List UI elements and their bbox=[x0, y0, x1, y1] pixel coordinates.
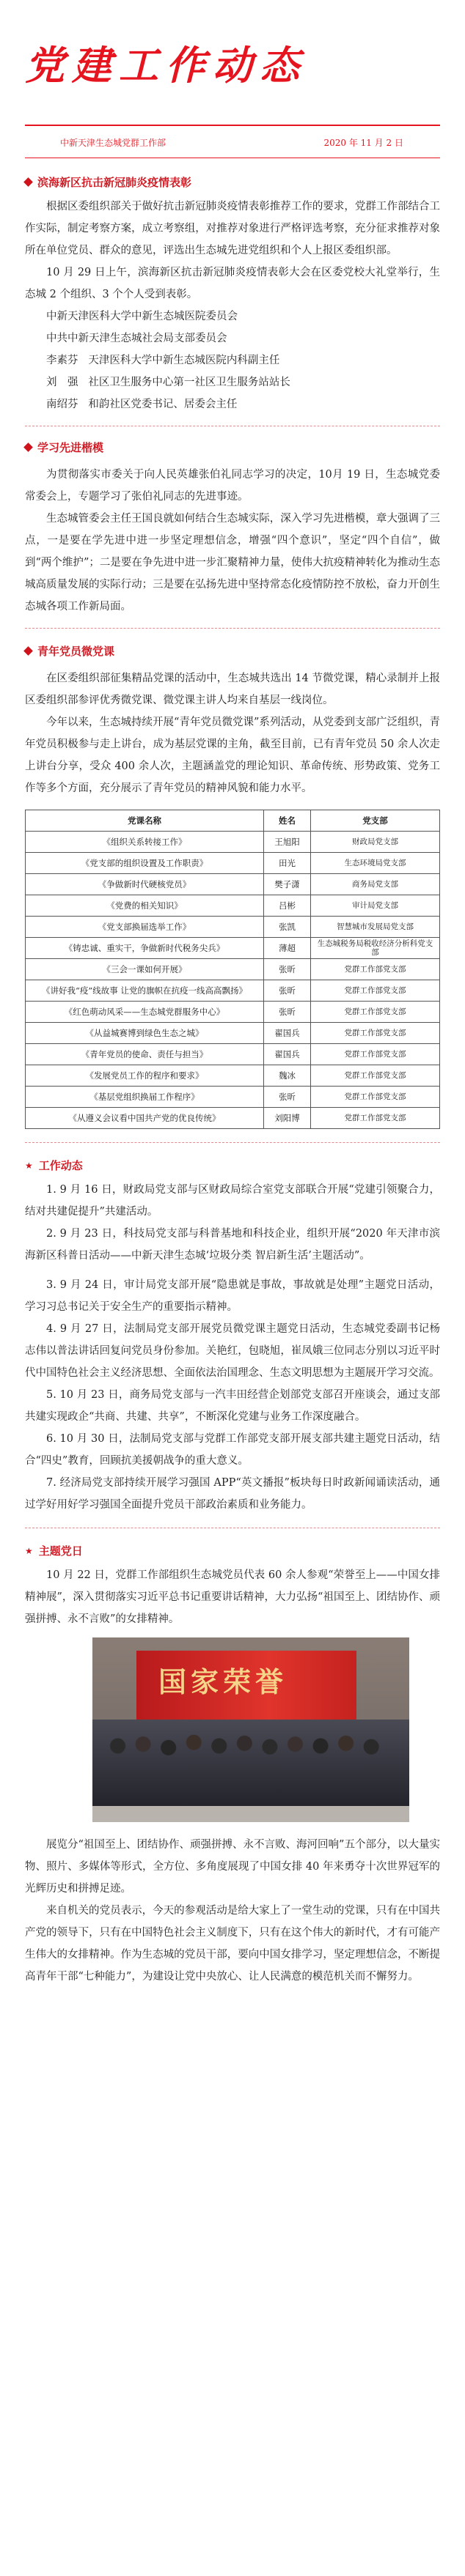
paragraph: 10 月 22 日，党群工作部组织生态城党员代表 60 余人参观“荣誉至上——中国女排精神展”，深入贯彻落实习近平总书记重要讲话精神，大力弘扬“祖国至上、团结协作、顽强拼搏、永不言败”的女排精神。 bbox=[25, 1569, 440, 1625]
speaker-cell: 樊子潇 bbox=[264, 874, 311, 895]
news-item: 6. 10 月 30 日，法制局党支部与党群工作部党支部开展支部共建主题党日活动，结合“四史”教育，回顾抗美援朝战争的重大意义。 bbox=[25, 1433, 440, 1467]
paragraph: 展览分“祖国至上、团结协作、顽强拼搏、永不言败、海河回响”五个部分，以大量实物、照片、多媒体等形式，全方位、多角度展现了中国女排 40 年来勇夺十次世界冠军的光辉历史和拼搏足迹。 bbox=[25, 1839, 440, 1895]
lecture-title-cell: 《三会一课如何开展》 bbox=[26, 959, 264, 980]
lecture-title-cell: 《基层党组织换届工作程序》 bbox=[26, 1087, 264, 1108]
news-item: 1. 9 月 16 日，财政局党支部与区财政局综合室党支部联合开展“党建引领聚合力，结对共建促提升”共建活动。 bbox=[25, 1184, 440, 1218]
table-body bbox=[26, 832, 440, 1129]
section-title: 工作动态 bbox=[38, 1159, 83, 1172]
table-row bbox=[26, 1023, 440, 1044]
diamond-bullet-icon bbox=[23, 443, 33, 452]
table-row bbox=[26, 959, 440, 980]
speaker-cell: 田光 bbox=[264, 853, 311, 874]
news-item: 4. 9 月 27 日，法制局党支部开展党员微党课主题党日活动，生态城党委副书记杨志伟以普法讲话回复问党员身份参加。关艳红，包晓旭，崔凤娥三位同志分别以习近平时代中国特色社会主义经济思想、全面依法治国理念、生态文明思想为主题展开学习交流。 bbox=[25, 1323, 440, 1379]
news-item: 5. 10 月 23 日，商务局党支部与一汽丰田经营企划部党支部召开座谈会，通过支部共建实现政企“共商、共建、共享”，不断深化党建与业务工作深度融合。 bbox=[25, 1389, 440, 1423]
speaker-cell: 吕彬 bbox=[264, 895, 311, 917]
masthead-org: 中新天津生态城党群工作部 bbox=[60, 138, 166, 148]
branch-cell: 党群工作部党支部 bbox=[311, 1108, 440, 1129]
lecture-title-cell: 《党费的相关知识》 bbox=[26, 895, 264, 917]
section-heading-work-news bbox=[25, 1158, 440, 1173]
table-row bbox=[26, 1087, 440, 1108]
speaker-cell: 翟国兵 bbox=[264, 1023, 311, 1044]
branch-cell: 商务局党支部 bbox=[311, 874, 440, 895]
lecture-title-cell: 《发展党员工作的程序和要求》 bbox=[26, 1065, 264, 1087]
lecture-title-cell: 《讲好我“疫”线故事 让党的旗帜在抗疫一线高高飘扬》 bbox=[26, 980, 264, 1002]
branch-cell: 党群工作部党支部 bbox=[311, 1065, 440, 1087]
lecture-title-cell: 《组织关系转接工作》 bbox=[26, 832, 264, 853]
section-title: 学习先进楷模 bbox=[37, 441, 104, 454]
star-bullet-icon: ★ bbox=[25, 1160, 33, 1171]
table-row bbox=[26, 938, 440, 959]
section-heading-party-day bbox=[25, 1543, 440, 1558]
section-heading-study bbox=[25, 440, 440, 455]
lecture-award-table bbox=[25, 810, 440, 1129]
paragraph: 在区委组织部征集精品党课的活动中，生态城共选出 14 节微党课，精心录制并上报区委组织部参评优秀微党课、微党课主讲人均来自基层一线岗位。 bbox=[25, 673, 440, 706]
photo-wrapper bbox=[25, 1637, 440, 1834]
branch-cell: 财政局党支部 bbox=[311, 832, 440, 853]
branch-cell: 党群工作部党支部 bbox=[311, 1002, 440, 1023]
paragraph: 今年以来，生态城持续开展“青年党员微党课”系列活动，从党委到支部广泛组织，青年党员积极参与走上讲台，成为基层党课的主角，截至目前，已有青年党员 50 余人次走上讲台分享，受众 400 余人次，主题涵盖党的理论知识、革命传统、形势政策、党务工作等多个方面，充分展示了青年党员的精神风貌和能力水平。 bbox=[25, 717, 440, 794]
table-row bbox=[26, 1044, 440, 1065]
lecture-title-cell: 《青年党员的使命、责任与担当》 bbox=[26, 1044, 264, 1065]
branch-cell: 党群工作部党支部 bbox=[311, 959, 440, 980]
speaker-cell: 张昕 bbox=[264, 959, 311, 980]
table-header: 党课名称 bbox=[26, 810, 264, 832]
table-row bbox=[26, 895, 440, 917]
speaker-cell: 王旭阳 bbox=[264, 832, 311, 853]
table-row bbox=[26, 917, 440, 938]
lecture-title-cell: 《红色萌动风采——生态城党群服务中心》 bbox=[26, 1002, 264, 1023]
table-header: 党支部 bbox=[311, 810, 440, 832]
lecture-title-cell: 《党支部的组织设置及工作职责》 bbox=[26, 853, 264, 874]
section-heading-micro-lecture bbox=[25, 643, 440, 659]
lecture-title-cell: 《党支部换届选举工作》 bbox=[26, 917, 264, 938]
lecture-title-cell: 《铸忠诚、重实干，争做新时代税务尖兵》 bbox=[26, 938, 264, 959]
table-row bbox=[26, 874, 440, 895]
branch-cell: 生态城税务局税收经济分析科党支部 bbox=[311, 938, 440, 959]
section-divider bbox=[25, 628, 440, 629]
table-row bbox=[26, 1065, 440, 1087]
masthead-meta bbox=[25, 126, 440, 149]
section-title: 滨海新区抗击新冠肺炎疫情表彰 bbox=[37, 176, 192, 189]
speaker-cell: 刘阳博 bbox=[264, 1108, 311, 1129]
table-row bbox=[26, 853, 440, 874]
lecture-title-cell: 《从遵义会议看中国共产党的优良传统》 bbox=[26, 1108, 264, 1129]
table-row bbox=[26, 1002, 440, 1023]
masthead-date: 2020 年 11 月 2 日 bbox=[323, 138, 403, 148]
award-org: 中共中新天津生态城社会局支部委员会 bbox=[46, 333, 227, 344]
lecture-title-cell: 《争做新时代硬核党员》 bbox=[26, 874, 264, 895]
photo-crowd bbox=[92, 1720, 409, 1807]
diamond-bullet-icon bbox=[23, 177, 33, 187]
award-person: 南绍芬 和韵社区党委书记、居委会主任 bbox=[46, 399, 238, 410]
paragraph: 为贯彻落实市委关于向人民英雄张伯礼同志学习的决定，10月 19 日，生态城党委常委会上，专题学习了张伯礼同志的先进事迹。 bbox=[25, 469, 440, 503]
table-row bbox=[26, 832, 440, 853]
diamond-bullet-icon bbox=[23, 646, 33, 656]
branch-cell: 审计局党支部 bbox=[311, 895, 440, 917]
section-divider bbox=[25, 1142, 440, 1143]
paragraph: 根据区委组织部关于做好抗击新冠肺炎疫情表彰推荐工作的要求，党群工作部结合工作实际，制定考察方案，成立考察组，对推荐对象进行严格评选考察，充分征求推荐对象所在单位党员、群众的意见，评选出生态城先进党组织和个人上报区委组织部。 bbox=[25, 201, 440, 256]
photo-banner-text: 国家荣誉 bbox=[158, 1665, 288, 1698]
speaker-cell: 翟国兵 bbox=[264, 1044, 311, 1065]
speaker-cell: 薄超 bbox=[264, 938, 311, 959]
table-row bbox=[26, 980, 440, 1002]
speaker-cell: 张昕 bbox=[264, 1087, 311, 1108]
speaker-cell: 魏冰 bbox=[264, 1065, 311, 1087]
speaker-cell: 张凯 bbox=[264, 917, 311, 938]
branch-cell: 生态环境局党支部 bbox=[311, 853, 440, 874]
section-heading-commendation bbox=[25, 174, 440, 190]
award-org: 中新天津医科大学中新生态城医院委员会 bbox=[46, 311, 238, 322]
lecture-title-cell: 《从益城赛博到绿色生态之城》 bbox=[26, 1023, 264, 1044]
speaker-cell: 张昕 bbox=[264, 1002, 311, 1023]
branch-cell: 党群工作部党支部 bbox=[311, 1044, 440, 1065]
paragraph: 来自机关的党员表示，今天的参观活动是给大家上了一堂生动的党课，只有在中国共产党的领导下，只有在中国特色社会主义制度下，只有在这个伟大的新时代，才有可能产生伟大的女排精神。作为生态城的党员干部，要向中国女排学习，坚定理想信念，不断提高青年干部“七种能力”，为建设让党中央放心、让人民满意的模范机关而不懈努力。 bbox=[25, 1905, 440, 1983]
award-person: 刘 强 社区卫生服务中心第一社区卫生服务站站长 bbox=[46, 377, 290, 388]
table-row bbox=[26, 1108, 440, 1129]
branch-cell: 党群工作部党支部 bbox=[311, 1087, 440, 1108]
table-header-row bbox=[26, 810, 440, 832]
table-header: 姓名 bbox=[264, 810, 311, 832]
photo-floor bbox=[92, 1806, 409, 1822]
news-item: 7. 经济局党支部持续开展学习强国 APP“英文播报”板块每日时政新闻诵读活动，通过学好用好学习强国全面提升党员干部政治素质和业务能力。 bbox=[25, 1477, 440, 1511]
news-item: 2. 9 月 23 日，科技局党支部与科普基地和科技企业，组织开展“2020 年天津市滨海新区科普日活动——中新天津生态城‘垃圾分类 智启新生活’主题活动”。 bbox=[25, 1228, 440, 1262]
section-title: 青年党员微党课 bbox=[37, 645, 115, 658]
star-bullet-icon: ★ bbox=[25, 1545, 33, 1556]
masthead-title: 党建工作动态 bbox=[25, 42, 307, 89]
paragraph: 生态城管委会主任王国良就如何结合生态城实际，深入学习先进楷模，章大强调了三点，一是要在学先进中进一步坚定理想信念，增强“四个意识”，坚定“四个自信”，做到“两个维护”；二是要在争先进中进一步汇聚精神力量，使伟大抗疫精神转化为推动生态城高质量发展的实际行动；三是要在弘扬先进中坚持常态化疫情防控不放松，奋力开创生态城各项工作新局面。 bbox=[25, 513, 440, 612]
section-title: 主题党日 bbox=[38, 1544, 83, 1558]
group-photo bbox=[92, 1637, 409, 1822]
branch-cell: 智慧城市发展局党支部 bbox=[311, 917, 440, 938]
paragraph: 10 月 29 日上午，滨海新区抗击新冠肺炎疫情表彰大会在区委党校大礼堂举行，生态城 2 个组织、3 个个人受到表彰。 bbox=[25, 267, 440, 300]
branch-cell: 党群工作部党支部 bbox=[311, 980, 440, 1002]
speaker-cell: 张昕 bbox=[264, 980, 311, 1002]
branch-cell: 党群工作部党支部 bbox=[311, 1023, 440, 1044]
news-item: 3. 9 月 24 日，审计局党支部开展“隐患就是事故，事故就是处理”主题党日活动，学习习总书记关于安全生产的重要指示精神。 bbox=[25, 1279, 440, 1313]
award-person: 李素芬 天津医科大学中新生态城医院内科副主任 bbox=[46, 355, 280, 366]
